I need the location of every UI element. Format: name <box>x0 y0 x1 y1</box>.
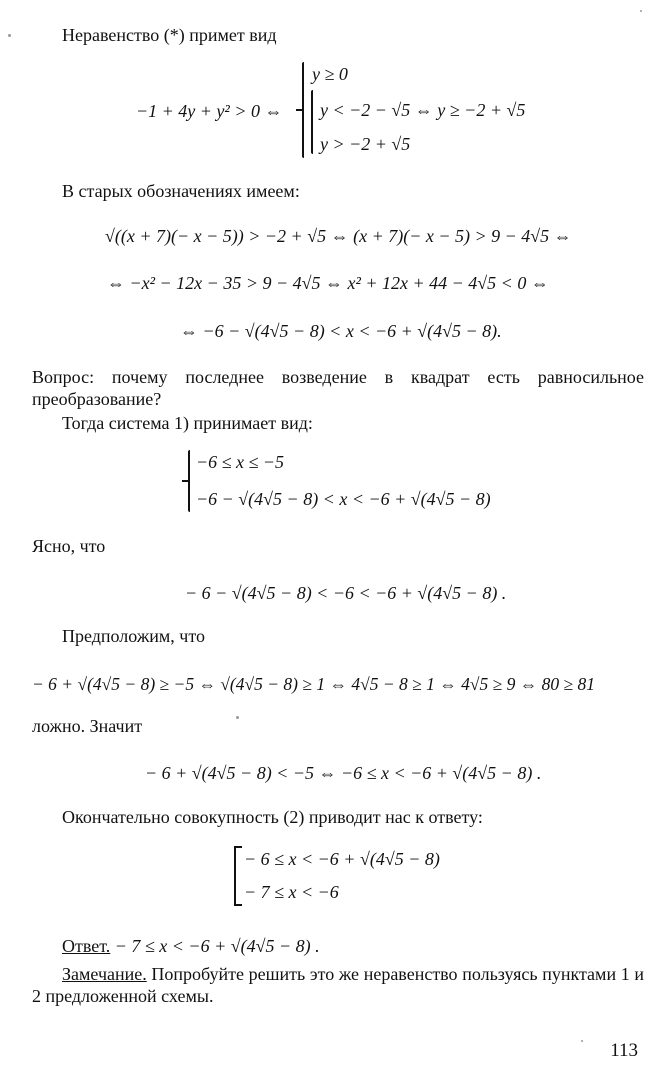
system-brace-tip <box>296 109 302 111</box>
clear-that-text: Ясно, что <box>32 536 106 556</box>
eq-y-left: −1 + 4y + y² > 0 ⇔ <box>136 101 283 121</box>
system-1-brace <box>188 450 190 512</box>
ineq-suppose: − 6 + √(4√5 − 8) ≥ −5 ⇔ √(4√5 − 8) ≥ 1 ⇔ 4√5 − 8 ≥ 1 ⇔ 4√5 ≥ 9 ⇔ 80 ≥ 81 <box>32 674 595 694</box>
question-paragraph: Вопрос: почему последнее возведение в квадрат есть равносильное преобразование? <box>32 367 644 409</box>
scan-speck <box>8 34 11 37</box>
remark-text: Попробуйте решить это же неравенство пользуясь пунктами 1 и 2 предложенной схемы. <box>32 964 645 1006</box>
eq-y-case-1: y ≥ 0 <box>312 64 348 84</box>
chain-line-3: ⇔ −6 − √(4√5 − 8) < x < −6 + √(4√5 − 8). <box>180 321 502 341</box>
system-1-brace-tip <box>182 480 188 482</box>
chain-line-1: √((x + 7)(− x − 5)) > −2 + √5 ⇔ (x + 7)(− x − 5) > 9 − 4√5 ⇔ <box>105 226 572 246</box>
heading-old-notation: В старых обозначениях имеем: <box>62 181 300 201</box>
inner-union-bracket <box>311 90 313 154</box>
system-brace <box>302 62 304 158</box>
then-system-text: Тогда система 1) принимает вид: <box>62 413 313 433</box>
answer-line <box>62 935 320 957</box>
answer-value: − 7 ≤ x < −6 + √(4√5 − 8) . <box>114 936 320 956</box>
remark-label: Замечание. <box>62 964 147 984</box>
suppose-text: Предположим, что <box>62 626 205 646</box>
system-1-line-1: −6 ≤ x ≤ −5 <box>196 452 285 472</box>
union-line-2: − 7 ≤ x < −6 <box>244 882 339 902</box>
scan-speck <box>581 1040 583 1042</box>
ineq-means: − 6 + √(4√5 − 8) < −5 ⇔ −6 ≤ x < −6 + √(4√5 − 8) . <box>145 763 542 783</box>
scan-speck <box>236 716 239 719</box>
false-means-text: ложно. Значит <box>32 716 143 736</box>
eq-y-case-2: y < −2 − √5 ⇔ y ≥ −2 + √5 <box>320 100 526 120</box>
heading-inequality-form: Неравенство (*) примет вид <box>62 25 277 45</box>
union-line-1: − 6 ≤ x < −6 + √(4√5 − 8) <box>244 849 440 869</box>
chain-line-2: ⇔ −x² − 12x − 35 > 9 − 4√5 ⇔ x² + 12x + 44 − 4√5 < 0 ⇔ <box>107 273 549 293</box>
answer-label: Ответ. <box>62 936 111 956</box>
eq-y-case-3: y > −2 + √5 <box>320 134 411 154</box>
system-1-line-2: −6 − √(4√5 − 8) < x < −6 + √(4√5 − 8) <box>196 489 491 509</box>
remark-paragraph <box>32 963 644 1007</box>
ineq-clear: − 6 − √(4√5 − 8) < −6 < −6 + √(4√5 − 8) . <box>185 583 507 603</box>
union-bracket <box>234 846 242 906</box>
scan-speck <box>640 10 642 12</box>
page-number: 113 <box>610 1040 638 1061</box>
finally-text: Окончательно совокупность (2) приводит нас к ответу: <box>62 807 483 827</box>
